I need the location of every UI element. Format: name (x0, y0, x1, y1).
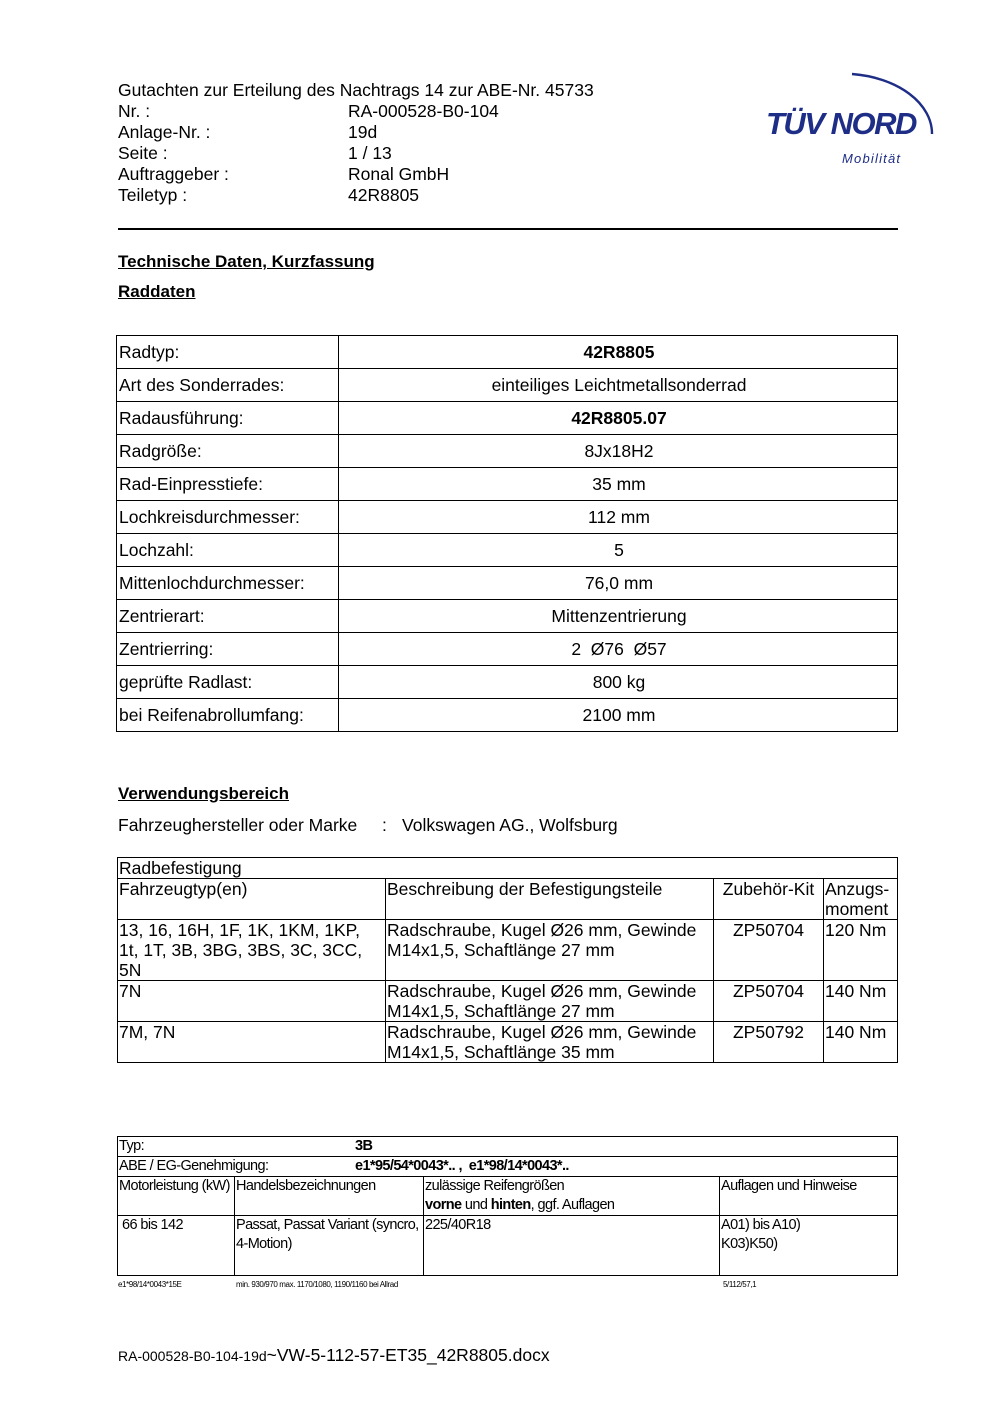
document-title: Gutachten zur Erteilung des Nachtrags 14 zur ABE-Nr. 45733 (118, 80, 594, 100)
torque-cell: 140 Nm (824, 1022, 898, 1063)
table-row (117, 600, 898, 633)
wheel-value: 42R8805 (339, 336, 898, 369)
maker-separator: : (382, 815, 387, 835)
table-row (118, 858, 898, 879)
column-header: Fahrzeugtyp(en) (118, 879, 386, 920)
table-row (117, 468, 898, 501)
header-divider (118, 228, 898, 230)
abe-value: e1*95/54*0043*.. , e1*98/14*0043*.. (355, 1158, 569, 1174)
fastener-description-cell: Radschraube, Kugel Ø26 mm, Gewinde M14x1,5, Schaftlänge 27 mm (386, 981, 714, 1022)
tires-header-front: vorne (425, 1197, 462, 1213)
wheel-mounting-table (117, 857, 898, 1063)
wheel-value: 76,0 mm (339, 567, 898, 600)
section-heading-technische-daten: Technische Daten, Kurzfassung (118, 252, 375, 271)
wheel-value: 800 kg (339, 666, 898, 699)
header-value: RA-000528-B0-104 (348, 101, 499, 121)
wheel-value: 5 (339, 534, 898, 567)
column-header: Motorleistung (kW) (118, 1177, 235, 1216)
notes-cell (720, 1216, 898, 1276)
wheel-value: 8Jx18H2 (339, 435, 898, 468)
typ-label: Typ: (119, 1138, 144, 1154)
table-row (118, 879, 898, 920)
footer-doc-number: RA-000528-B0-104-19d (118, 1348, 267, 1364)
notes-line2: K03)K50) (721, 1236, 778, 1252)
torque-cell: 120 Nm (824, 920, 898, 981)
logo-subtitle: Mobilität (842, 151, 902, 166)
wheel-value: 42R8805.07 (339, 402, 898, 435)
wheel-label: Zentrierring: (117, 633, 339, 666)
header-value: 42R8805 (348, 185, 420, 205)
table-row (117, 633, 898, 666)
wheel-label: Rad-Einpresstiefe: (117, 468, 339, 501)
table-row (118, 1216, 898, 1276)
table-row (118, 981, 898, 1022)
typ-cell (118, 1137, 898, 1157)
wheel-label: Radgröße: (117, 435, 339, 468)
power-cell: 66 bis 142 (118, 1216, 235, 1276)
document-header (118, 80, 594, 206)
kit-cell: ZP50792 (714, 1022, 824, 1063)
wheel-label: Lochkreisdurchmesser: (117, 501, 339, 534)
header-label: Anlage-Nr. : (118, 122, 211, 142)
tire-size-cell: 225/40R18 (424, 1216, 720, 1276)
type-footnote-approval: e1*98/14*0043*15E (118, 1280, 182, 1289)
header-row-auftraggeber (118, 164, 594, 185)
fastener-description-cell: Radschraube, Kugel Ø26 mm, Gewinde M14x1,5, Schaftlänge 35 mm (386, 1022, 714, 1063)
header-label: Seite : (118, 143, 168, 163)
section-subheading-raddaten: Raddaten (118, 282, 196, 301)
vehicle-types-cell: 7N (118, 981, 386, 1022)
column-header: Auflagen und Hinweise (720, 1177, 898, 1216)
wheel-data-table (116, 335, 898, 732)
wheel-label: Zentrierart: (117, 600, 339, 633)
tires-header-and: und (461, 1197, 491, 1213)
table-row (118, 1157, 898, 1177)
type-footnote-bolt: 5/112/57,1 (723, 1280, 757, 1289)
abe-label: ABE / EG-Genehmigung: (119, 1158, 269, 1174)
wheel-value: 112 mm (339, 501, 898, 534)
table-row (117, 435, 898, 468)
vehicle-maker-line (118, 815, 618, 836)
wheel-value: 2 Ø76 Ø57 (339, 633, 898, 666)
table-row (117, 369, 898, 402)
tires-header-rest: , ggf. Auflagen (530, 1197, 615, 1213)
header-value: 1 / 13 (348, 143, 392, 163)
footer-file-name: ~VW-5-112-57-ET35_42R8805.docx (266, 1345, 550, 1365)
fastener-description-cell: Radschraube, Kugel Ø26 mm, Gewinde M14x1,5, Schaftlänge 27 mm (386, 920, 714, 981)
kit-cell: ZP50704 (714, 920, 824, 981)
wheel-label: Radausführung: (117, 402, 339, 435)
abe-cell (118, 1157, 898, 1177)
tires-header-rear: hinten (490, 1197, 531, 1213)
column-header: Beschreibung der Befestigungsteile (386, 879, 714, 920)
table-row (118, 1022, 898, 1063)
table-row (117, 336, 898, 369)
tires-header-line1: zulässige Reifengrößen (425, 1178, 565, 1194)
table-row (118, 1137, 898, 1157)
notes-line1: A01) bis A10) (721, 1217, 801, 1233)
header-label: Nr. : (118, 101, 151, 121)
header-row-teiletyp (118, 185, 594, 206)
document-footer (118, 1345, 550, 1366)
column-header-tires (424, 1177, 720, 1216)
table-row (117, 666, 898, 699)
wheel-label: Radtyp: (117, 336, 339, 369)
wheel-value: 35 mm (339, 468, 898, 501)
maker-label: Fahrzeughersteller oder Marke (118, 815, 358, 835)
maker-value: Volkswagen AG., Wolfsburg (402, 815, 618, 835)
tires-header-line2 (425, 1196, 718, 1215)
header-label: Auftraggeber : (118, 164, 229, 184)
tuv-nord-logo (760, 56, 945, 172)
trade-names-cell: Passat, Passat Variant (syncro, 4-Motion) (235, 1216, 424, 1276)
logo-brand: TÜV NORD (766, 106, 916, 141)
wheel-label: geprüfte Radlast: (117, 666, 339, 699)
vehicle-types-cell: 7M, 7N (118, 1022, 386, 1063)
wheel-value: Mittenzentrierung (339, 600, 898, 633)
wheel-label: Lochzahl: (117, 534, 339, 567)
section-heading-verwendungsbereich: Verwendungsbereich (118, 784, 289, 803)
typ-value: 3B (355, 1138, 373, 1154)
wheel-value: 2100 mm (339, 699, 898, 732)
wheel-label: Mittenlochdurchmesser: (117, 567, 339, 600)
header-row-seite (118, 143, 594, 164)
table-row (117, 567, 898, 600)
table-row (118, 920, 898, 981)
wheel-value: einteiliges Leichtmetallsonderrad (339, 369, 898, 402)
type-footnote-track: min. 930/970 max. 1170/1080, 1190/1160 bei Allrad (236, 1280, 398, 1289)
column-header: Handelsbezeichnungen (235, 1177, 424, 1216)
type-approval-table (117, 1136, 898, 1276)
header-label: Teiletyp : (118, 185, 188, 205)
table-row (117, 402, 898, 435)
wheel-label: Art des Sonderrades: (117, 369, 339, 402)
kit-cell: ZP50704 (714, 981, 824, 1022)
vehicle-types-cell: 13, 16, 16H, 1F, 1K, 1KM, 1KP, 1t, 1T, 3B, 3BG, 3BS, 3C, 3CC, 5N (118, 920, 386, 981)
header-value: 19d (348, 122, 378, 142)
table-row (117, 699, 898, 732)
wheel-label: bei Reifenabrollumfang: (117, 699, 339, 732)
table-row (117, 534, 898, 567)
table-row (118, 1177, 898, 1216)
table-row (117, 501, 898, 534)
column-header: Anzugs- moment (824, 879, 898, 920)
header-row-anlage (118, 122, 594, 143)
mount-title: Radbefestigung (118, 858, 898, 879)
column-header: Zubehör-Kit (714, 879, 824, 920)
header-row-nr (118, 101, 594, 122)
torque-cell: 140 Nm (824, 981, 898, 1022)
header-value: Ronal GmbH (348, 164, 450, 184)
